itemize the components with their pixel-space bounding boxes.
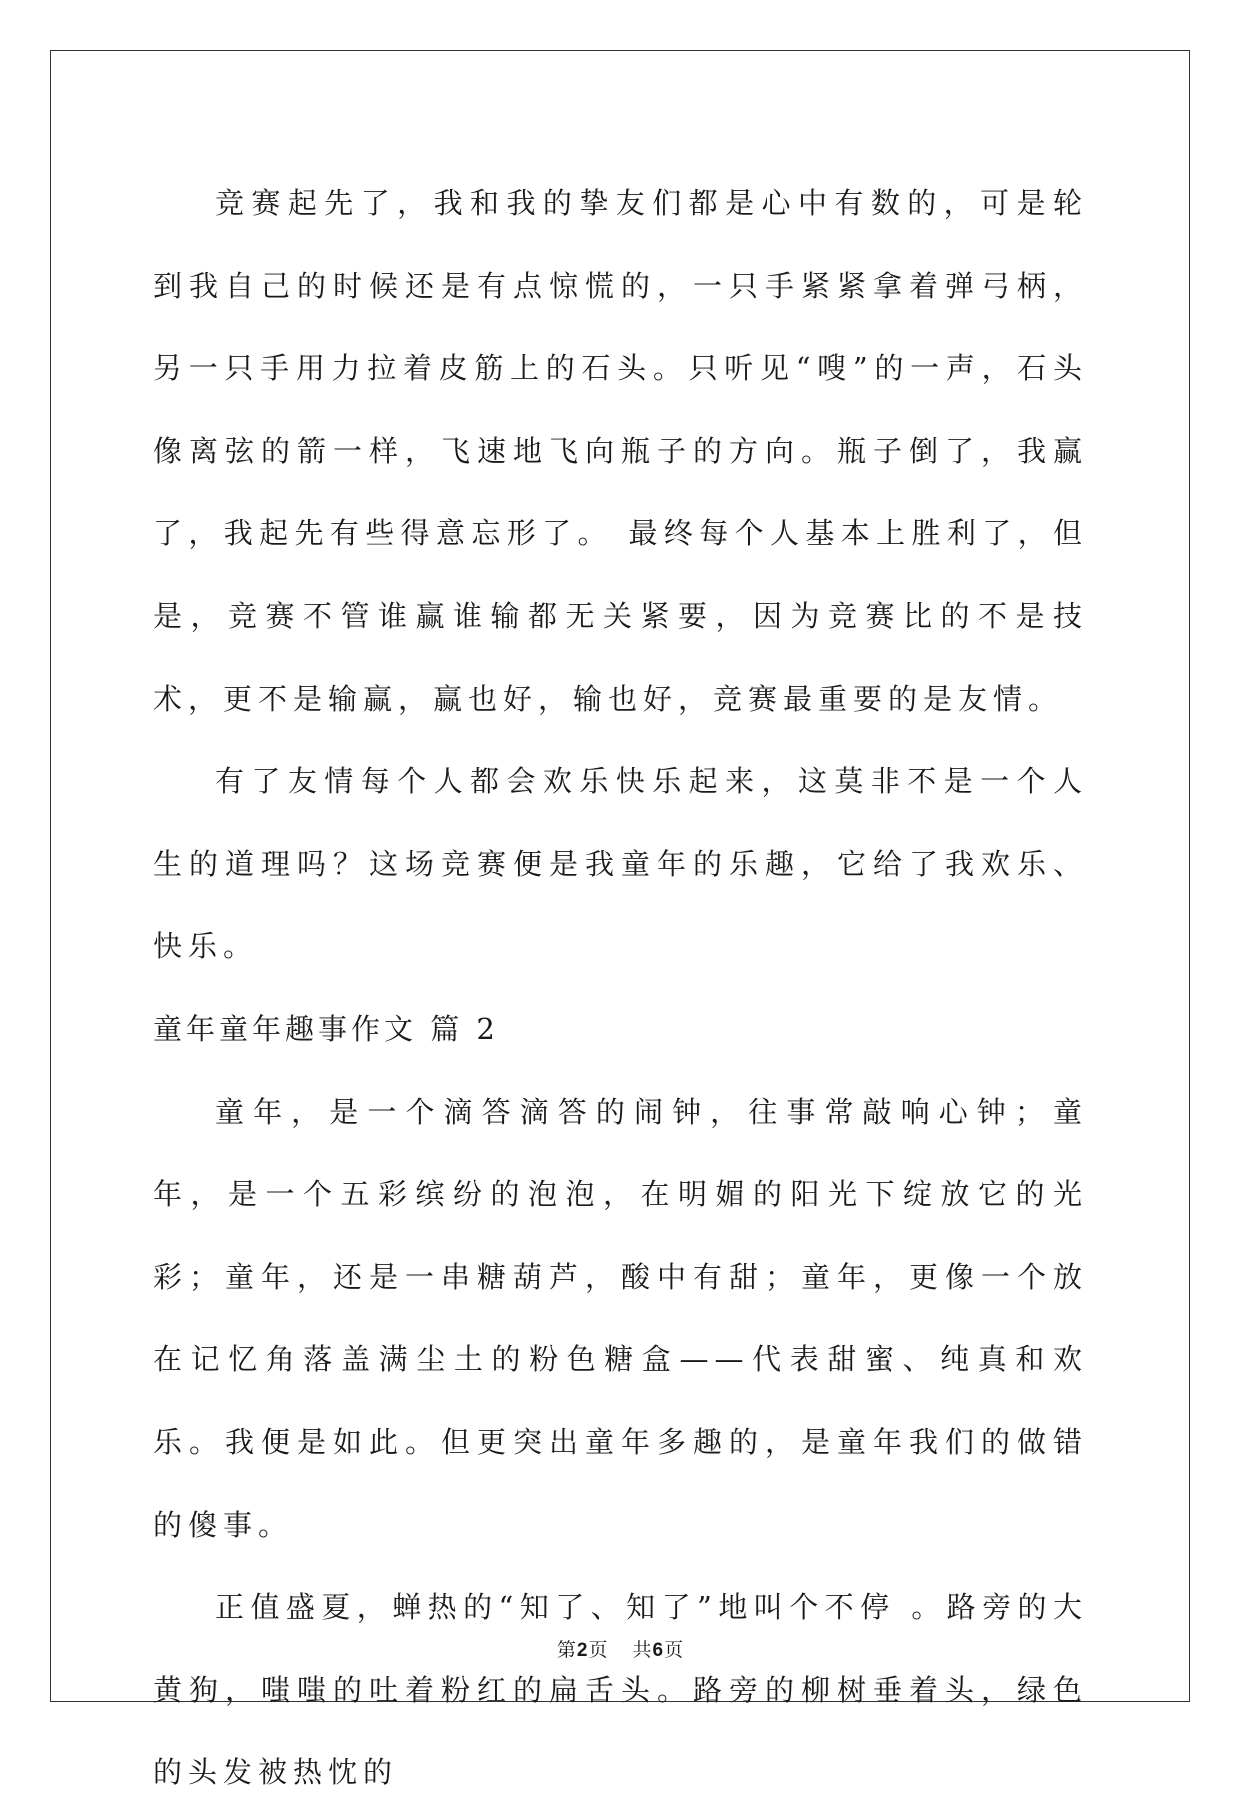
section-heading: 童年童年趣事作文 篇 2: [153, 1011, 499, 1046]
paragraph-friendship: 有了友情每个人都会欢乐快乐起来，这莫非不是一个人生的道理吗？这场竞赛便是我童年的乐趣，它给了我欢乐、快乐。: [153, 764, 1088, 964]
paragraph-childhood: 童年，是一个滴答滴答的闹钟，往事常敲响心钟；童年，是一个五彩缤纷的泡泡，在明媚的阳光下绽放它的光彩；童年，还是一串糖葫芦，酸中有甜；童年，更像一个放在记忆角落盖满尘土的粉色糖盒——代表甜蜜、纯真和欢乐。我便是如此。但更突出童年多趣的，是童年我们的做错的傻事。: [153, 1094, 1088, 1542]
page-current: 2: [576, 1640, 589, 1661]
paragraph-competition: 竞赛起先了，我和我的挚友们都是心中有数的，可是轮到我自己的时候还是有点惊慌的，一只手紧紧拿着弹弓柄，另一只手用力拉着皮筋上的石头。只听见“嗖”的一声，石头像离弦的箭一样，飞速地飞向瓶子的方向。瓶子倒了，我赢了，我起先有些得意忘形了。 最终每个人基本上胜利了，但是，竞赛不管谁赢谁输都无关紧要，因为竞赛比的不是技术，更不是输赢，赢也好，输也好，竞赛最重要的是友情。: [153, 186, 1088, 716]
paragraph-summer: 正值盛夏，蝉热的“知了、知了”地叫个不停 。路旁的大黄狗，嗤嗤的吐着粉红的扁舌头。路旁的柳树垂着头，绿色的头发被热忱的: [153, 1590, 1088, 1790]
document-body: [153, 162, 1088, 1814]
page-footer: [0, 1638, 1241, 1663]
total-prefix: 共: [632, 1639, 653, 1661]
page-prefix: 第: [556, 1639, 577, 1661]
page-suffix: 页: [588, 1639, 609, 1661]
page-total: 6: [652, 1640, 665, 1661]
total-suffix: 页: [664, 1639, 685, 1661]
